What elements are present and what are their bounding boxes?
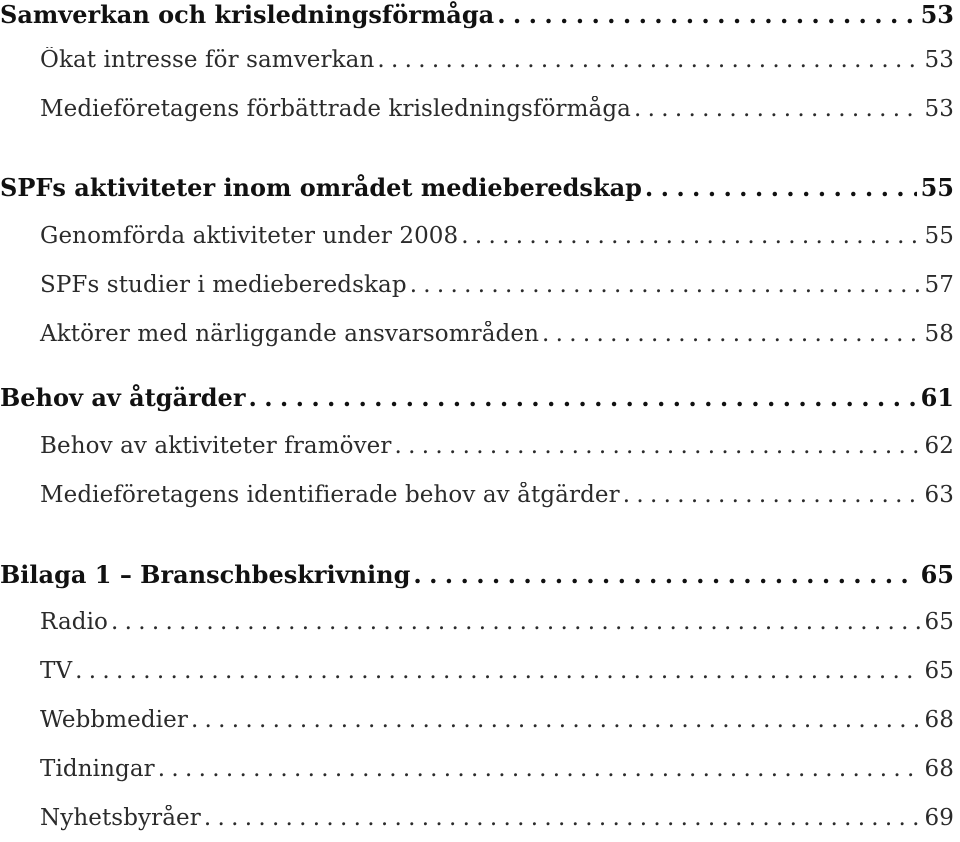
toc-entry-title: Behov av åtgärder xyxy=(0,383,246,412)
toc-entry-title: Medieföretagens identifierade behov av åtgärder xyxy=(40,482,620,508)
dot-leader xyxy=(158,756,921,782)
toc-entry-page: 58 xyxy=(924,321,954,347)
toc-entry-page: 57 xyxy=(924,272,954,298)
toc-entry-title: Nyhetsbyråer xyxy=(40,805,201,831)
toc-entry-radio[interactable] xyxy=(0,609,954,645)
dot-leader xyxy=(377,47,920,73)
toc-entry-title: Radio xyxy=(40,609,108,635)
toc-entry-bilaga-1[interactable] xyxy=(0,560,954,596)
toc-entry-title: Aktörer med närliggande ansvarsområden xyxy=(40,321,539,347)
toc-entry-page: 53 xyxy=(920,0,954,29)
toc-entry-title: SPFs studier i medieberedskap xyxy=(40,272,407,298)
toc-entry-samverkan[interactable] xyxy=(0,0,954,36)
toc-entry-page: 53 xyxy=(924,96,954,122)
toc-entry-title: Tidningar xyxy=(40,756,155,782)
toc-entry-title: Webbmedier xyxy=(40,707,188,733)
toc-entry-title: Behov av aktiviteter framöver xyxy=(40,433,392,459)
toc-entry-genomforda[interactable] xyxy=(0,223,954,259)
toc-entry-page: 53 xyxy=(924,47,954,73)
dot-leader xyxy=(410,272,921,298)
toc-entry-title: SPFs aktiviteter inom området medieberedskap xyxy=(0,173,642,202)
toc-entry-spfs-studier[interactable] xyxy=(0,272,954,308)
toc-entry-aktorer[interactable] xyxy=(0,321,954,357)
toc-entry-page: 68 xyxy=(924,707,954,733)
toc-entry-behov-aktiviteter[interactable] xyxy=(0,433,954,469)
toc-entry-page: 65 xyxy=(920,560,954,589)
toc-entry-webbmedier[interactable] xyxy=(0,707,954,743)
dot-leader xyxy=(645,173,917,202)
toc-entry-identifierade-behov[interactable] xyxy=(0,482,954,518)
dot-leader xyxy=(111,609,921,635)
toc-entry-behov-av-atgarder[interactable] xyxy=(0,383,954,419)
dot-leader xyxy=(75,658,920,684)
toc-entry-page: 65 xyxy=(924,658,954,684)
dot-leader xyxy=(497,0,916,29)
toc-entry-page: 68 xyxy=(924,756,954,782)
toc-entry-title: Bilaga 1 – Branschbeskrivning xyxy=(0,560,411,589)
dot-leader xyxy=(204,805,921,831)
dot-leader xyxy=(623,482,921,508)
toc-entry-title: Genomförda aktiviteter under 2008 xyxy=(40,223,459,249)
toc-entry-title: Medieföretagens förbättrade krisledningsförmåga xyxy=(40,96,631,122)
toc-entry-title: TV xyxy=(40,658,73,684)
toc-entry-title: Samverkan och krisledningsförmåga xyxy=(0,0,495,29)
toc-entry-nyhetsbyraer[interactable] xyxy=(0,805,954,841)
toc-entry-page: 55 xyxy=(924,223,954,249)
dot-leader xyxy=(413,560,916,589)
toc-entry-page: 62 xyxy=(924,433,954,459)
dot-leader xyxy=(461,223,920,249)
toc-entry-title: Ökat intresse för samverkan xyxy=(40,47,375,73)
dot-leader xyxy=(191,707,921,733)
toc-entry-okat-intresse[interactable] xyxy=(0,47,954,83)
dot-leader xyxy=(394,433,920,459)
toc-entry-page: 55 xyxy=(920,173,954,202)
dot-leader xyxy=(634,96,921,122)
toc-entry-page: 69 xyxy=(924,805,954,831)
dot-leader xyxy=(248,383,916,412)
dot-leader xyxy=(542,321,921,347)
toc-entry-spfs-aktiviteter[interactable] xyxy=(0,173,954,209)
toc-entry-krisledningsformaga[interactable] xyxy=(0,96,954,132)
toc-entry-tidningar[interactable] xyxy=(0,756,954,792)
toc-entry-tv[interactable] xyxy=(0,658,954,694)
toc-entry-page: 65 xyxy=(924,609,954,635)
toc-entry-page: 61 xyxy=(920,383,954,412)
toc-entry-page: 63 xyxy=(924,482,954,508)
